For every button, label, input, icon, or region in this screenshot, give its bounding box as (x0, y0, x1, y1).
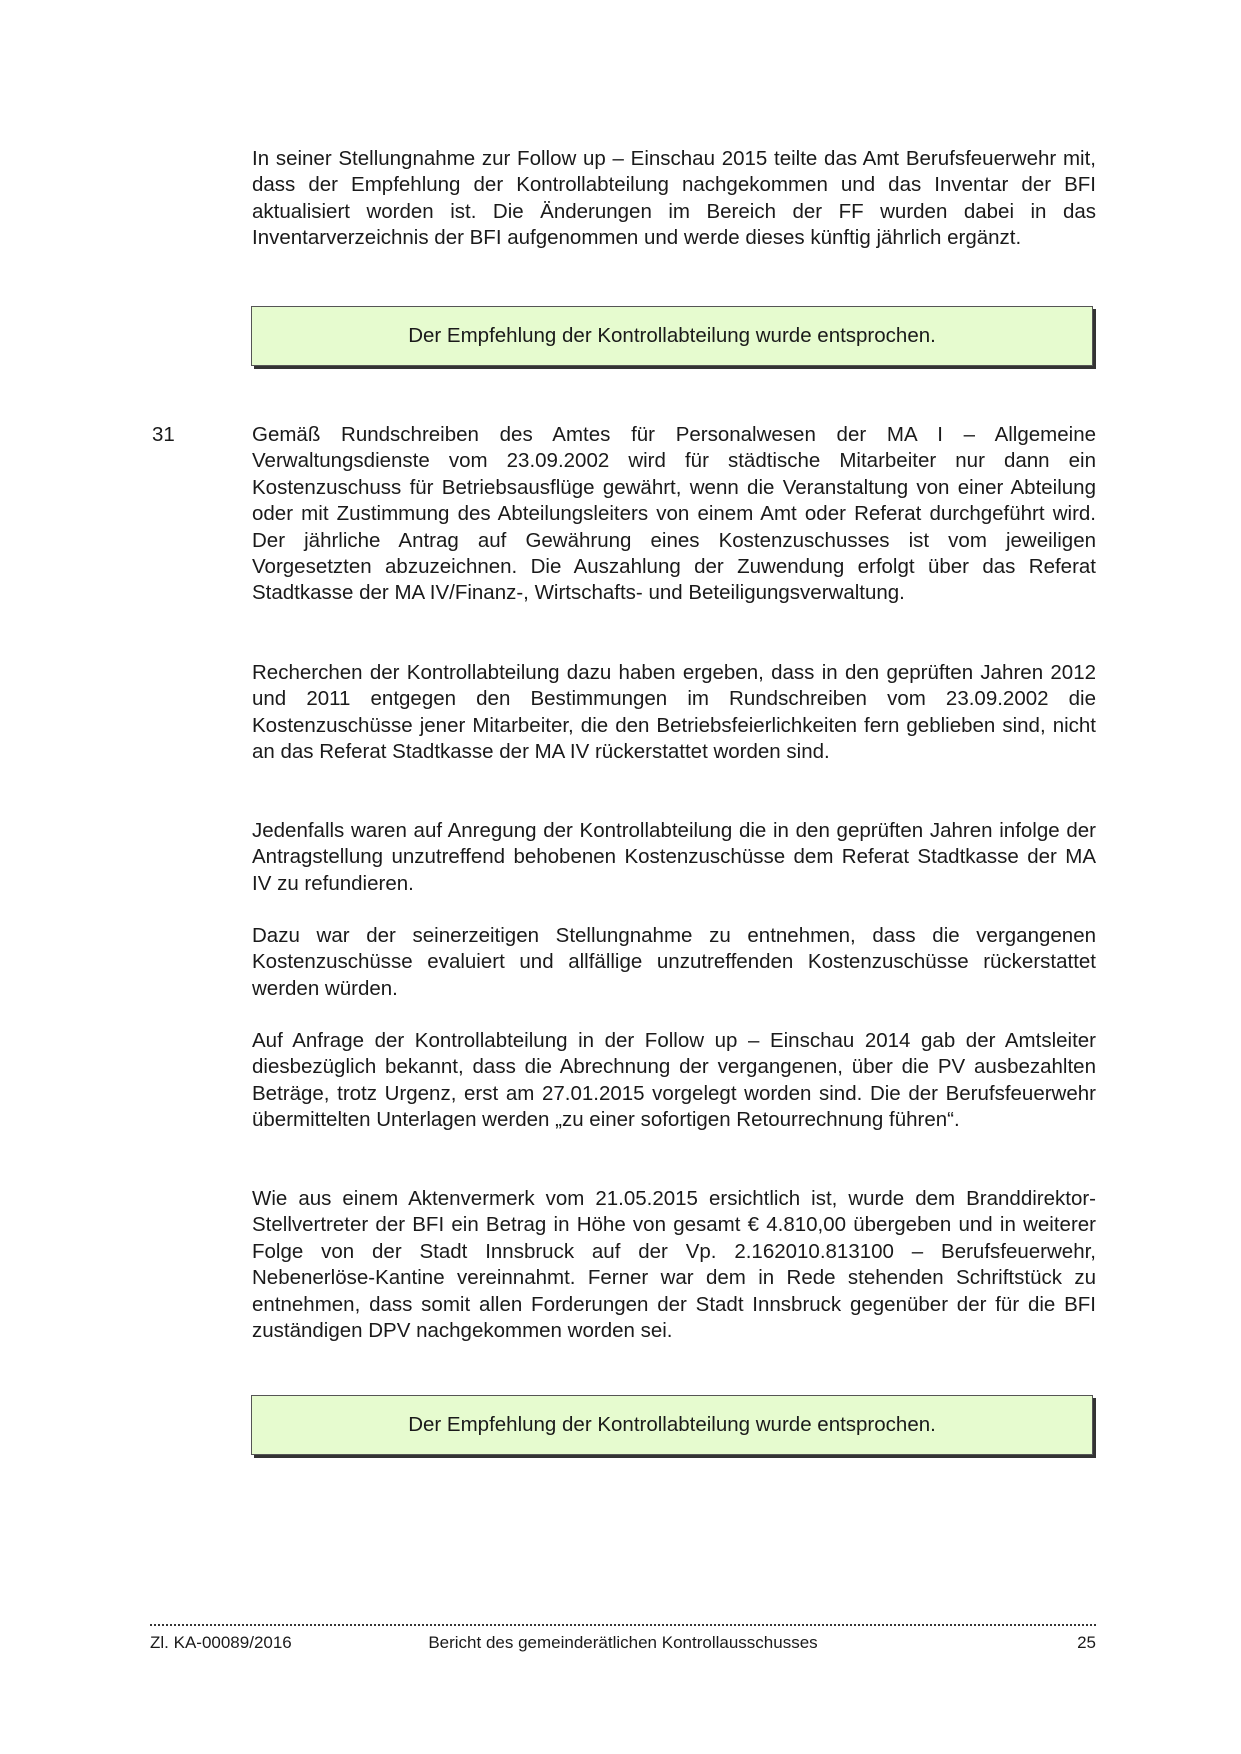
section-31-paragraph-2: Recherchen der Kontrollabteilung dazu haben ergeben, dass in den geprüften Jahren 2012 und 2011 entgegen den Bestimmungen im Rundschreiben vom 23.09.2002 die Kostenzuschüsse jener Mitarbeiter, die den Betriebsfeierlichkeiten fern geblieben sind, nicht an das Referat Stadtkasse der MA IV rückerstattet worden sind. (252, 661, 1096, 764)
footer-reference: Zl. KA-00089/2016 (150, 1633, 292, 1652)
section-31-paragraph-4: Dazu war der seinerzeitigen Stellungnahme zu entnehmen, dass die vergangenen Kostenzuschüsse evaluiert und allfällige unzutreffenden Kostenzuschüsse rückerstattet werden würden. (252, 924, 1096, 1000)
section-number: 31 (152, 423, 175, 446)
section-31-paragraph-3: Jedenfalls waren auf Anregung der Kontrollabteilung die in den geprüften Jahren infolge der Antragstellung unzutreffend behobenen Kostenzuschüsse dem Referat Stadtkasse der MA IV zu refundieren. (252, 819, 1096, 895)
footer-title: Bericht des gemeinderätlichen Kontrollausschusses (428, 1633, 818, 1652)
result-box-2: Der Empfehlung der Kontrollabteilung wurde entsprochen. (251, 1395, 1093, 1455)
intro-paragraph: In seiner Stellungnahme zur Follow up – Einschau 2015 teilte das Amt Berufsfeuerwehr mit, dass der Empfehlung der Kontrollabteilung nachgekommen und das Inventar der BFI aktualisiert worden ist. Die Änderungen im Bereich der FF wurden dabei in das Inventarverzeichnis der BFI aufgenommen und werde dieses künftig jährlich ergänzt. (252, 147, 1096, 250)
footer-divider (150, 1624, 1096, 1626)
section-31-paragraph-6: Wie aus einem Aktenvermerk vom 21.05.2015 ersichtlich ist, wurde dem Branddirektor-Stellvertreter der BFI ein Betrag in Höhe von gesamt € 4.810,00 übergeben und in weiterer Folge von der Stadt Innsbruck auf der Vp. 2.162010.813100 – Berufsfeuerwehr, Nebenerlöse-Kantine vereinnahmt. Ferner war dem in Rede stehenden Schriftstück zu entnehmen, dass somit allen Forderungen der Stadt Innsbruck gegenüber der für die BFI zuständigen DPV nachgekommen worden sei. (252, 1187, 1096, 1343)
result-box-1: Der Empfehlung der Kontrollabteilung wurde entsprochen. (251, 306, 1093, 366)
section-31-paragraph-1: Gemäß Rundschreiben des Amtes für Personalwesen der MA I – Allgemeine Verwaltungsdienste vom 23.09.2002 wird für städtische Mitarbeiter nur dann ein Kostenzuschuss für Betriebsausflüge gewährt, wenn die Veranstaltung von einer Abteilung oder mit Zustimmung des Abteilungsleiters von einem Amt oder Referat durchgeführt wird. Der jährliche Antrag auf Gewährung eines Kostenzuschusses ist vom jeweiligen Vorgesetzten abzuzeichnen. Die Auszahlung der Zuwendung erfolgt über das Referat Stadtkasse der MA IV/Finanz-, Wirtschafts- und Beteiligungsverwaltung. (252, 423, 1096, 605)
section-31-paragraph-5: Auf Anfrage der Kontrollabteilung in der Follow up – Einschau 2014 gab der Amtsleiter diesbezüglich bekannt, dass die Abrechnung der vergangenen, über die PV ausbezahlten Beträge, trotz Urgenz, erst am 27.01.2015 vorgelegt worden sind. Die der Berufsfeuerwehr übermittelten Unterlagen werden „zu einer sofortigen Retourrechnung führen“. (252, 1029, 1096, 1132)
footer-page-number: 25 (1077, 1633, 1096, 1652)
